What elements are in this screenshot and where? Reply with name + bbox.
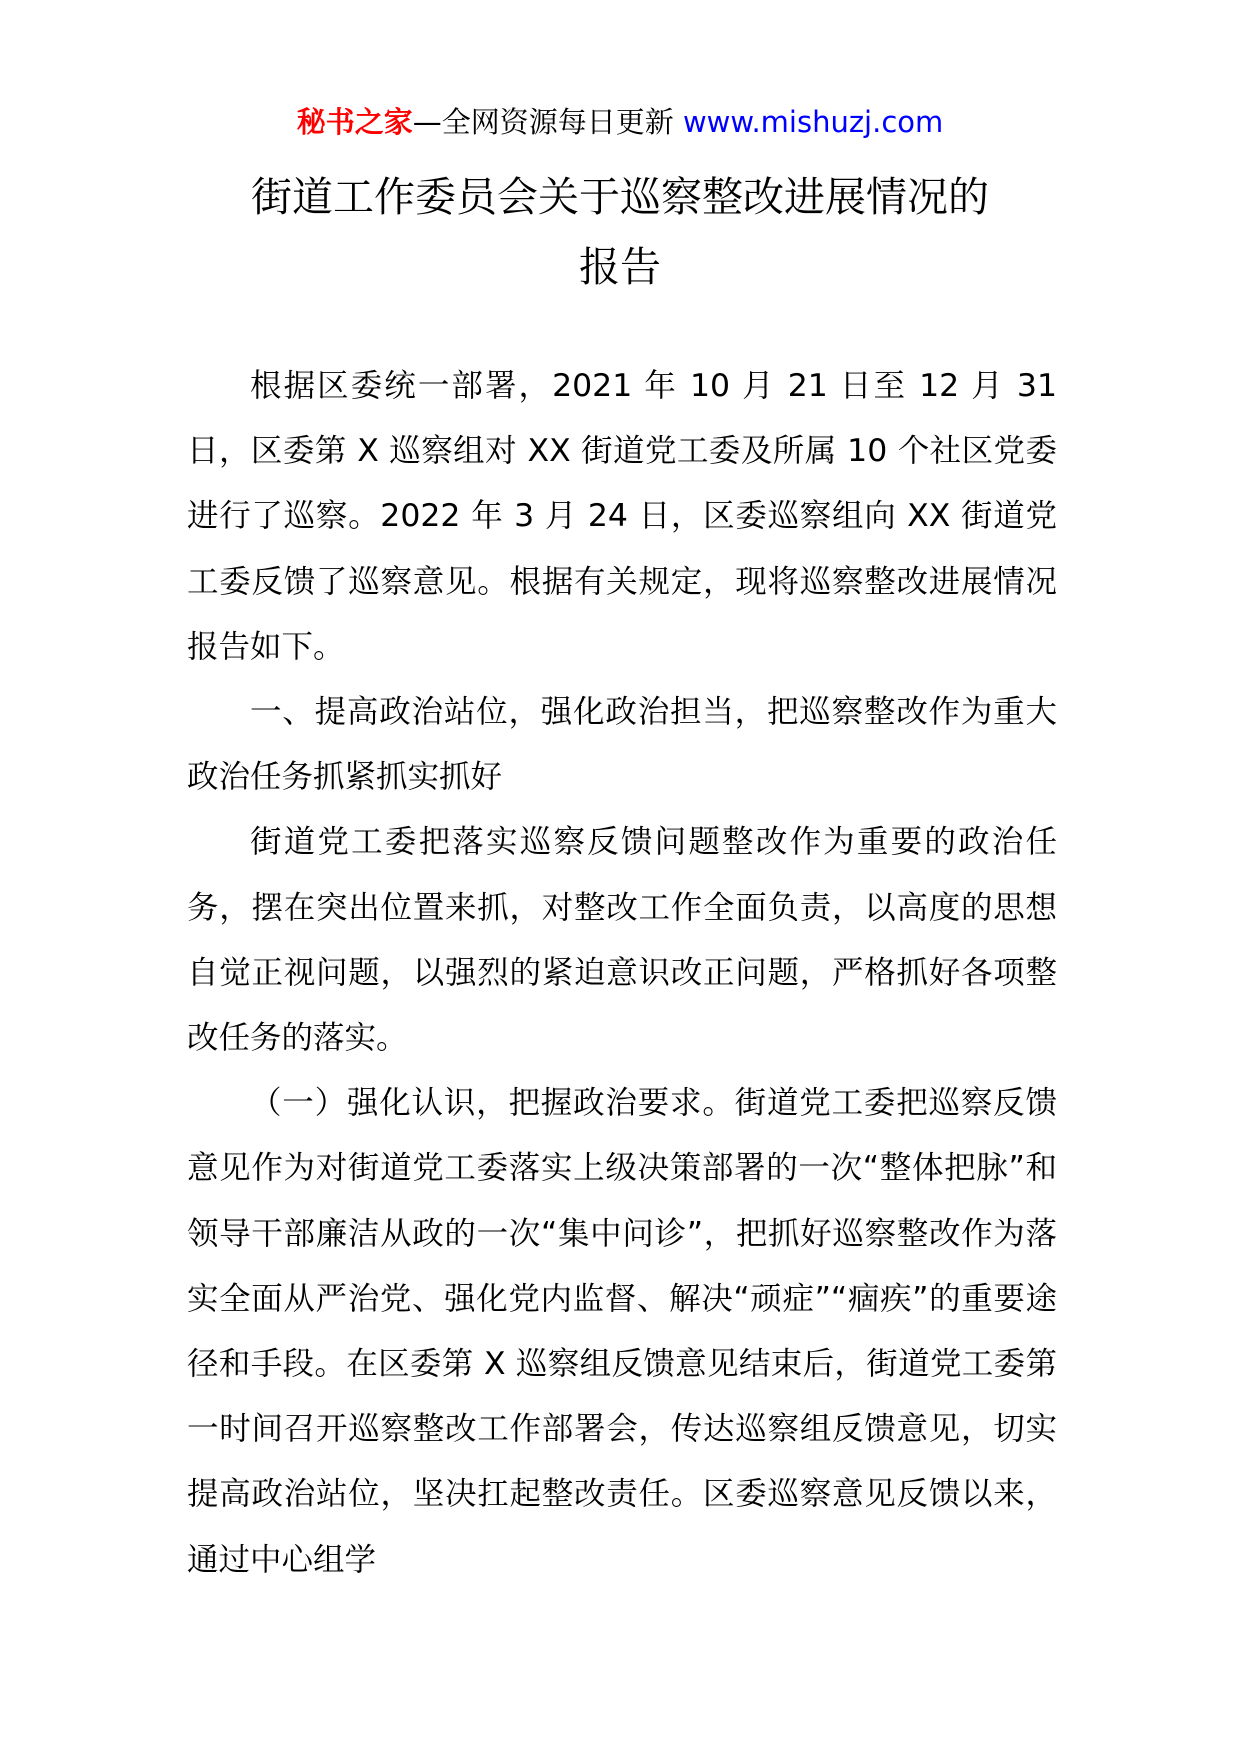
paragraph-intro: 根据区委统一部署，2021 年 10 月 21 日至 12 月 31 日，区委第 X 巡察组对 XX 街道党工委及所属 10 个社区党委进行了巡察。2022 年 3 月 24 日，区委巡察组向 XX 街道党工委反馈了巡察意见。根据有关规定，现将巡察整改进展情况报告如下。 (187, 368, 1057, 665)
document-body (187, 354, 1057, 1593)
document-title (120, 162, 1120, 302)
paragraph-subsection-1: （一）强化认识，把握政治要求。街道党工委把巡察反馈意见作为对街道党工委落实上级决策部署的一次“整体把脉”和领导干部廉洁从政的一次“集中问诊”，把抓好巡察整改作为落实全面从严治党、强化党内监督、解决“顽症”“痼疾”的重要途径和手段。在区委第 X 巡察组反馈意见结束后，街道党工委第一时间召开巡察整改工作部署会，传达巡察组反馈意见，切实提高政治站位，坚决扛起整改责任。区委巡察意见反馈以来，通过中心组学 (187, 1085, 1057, 1578)
brand-name: 秘书之家 (296, 105, 413, 139)
site-header (0, 102, 1240, 142)
title-line-1: 街道工作委员会关于巡察整改进展情况的 (251, 173, 989, 221)
header-tagline: —全网资源每日更新 (412, 105, 683, 139)
paragraph-section-1: 街道党工委把落实巡察反馈问题整改作为重要的政治任务，摆在突出位置来抓，对整改工作全面负责，以高度的思想自觉正视问题，以强烈的紧迫意识改正问题，严格抓好各项整改任务的落实。 (187, 824, 1057, 1057)
section-heading-1: 一、提高政治站位，强化政治担当，把巡察整改作为重大政治任务抓紧抓实抓好 (187, 694, 1057, 796)
site-url-link[interactable]: www.mishuzj.com (682, 105, 944, 139)
title-line-2: 报告 (579, 243, 661, 291)
